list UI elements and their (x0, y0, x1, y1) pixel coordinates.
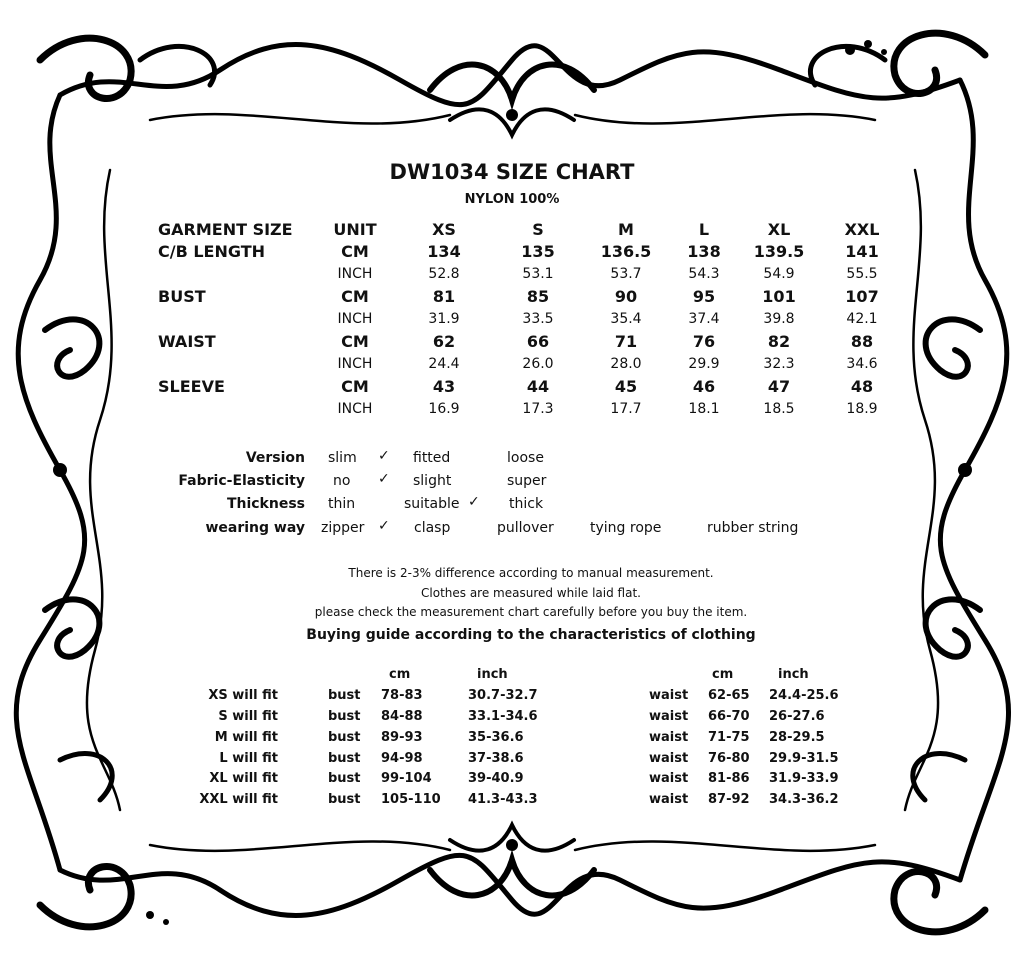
size-header-m: M (618, 220, 634, 239)
guide-waist-label: waist (649, 709, 689, 724)
check-mark-icon: ✓ (378, 448, 390, 464)
guide-waist-label: waist (649, 771, 689, 786)
wearing-way-label: wearing way (205, 520, 305, 536)
check-mark-icon: ✓ (378, 518, 390, 534)
guide-col-inch: inch (477, 667, 508, 682)
note-line: There is 2-3% difference according to manual measurement. (348, 566, 714, 580)
guide-waist-label: waist (649, 751, 689, 766)
guide-waist-cm: 87-92 (708, 792, 750, 807)
guide-fit-label: XXL will fit (199, 792, 278, 807)
guide-col-inch: inch (778, 667, 809, 682)
buying-guide-title: Buying guide according to the characteristics of clothing (306, 627, 756, 643)
unit-cm: CM (341, 242, 369, 261)
guide-col-cm: cm (712, 667, 734, 682)
note-line: Clothes are measured while laid flat. (421, 586, 641, 600)
cm-value: 76 (692, 332, 716, 351)
guide-waist-cm: 66-70 (708, 709, 750, 724)
unit-header: UNIT (333, 220, 377, 239)
unit-cm: CM (341, 332, 369, 351)
inch-value: 28.0 (610, 356, 642, 372)
guide-fit-label: XS will fit (208, 688, 278, 703)
guide-bust-cm: 105-110 (381, 792, 441, 807)
guide-waist-inch: 31.9-33.9 (769, 771, 839, 786)
cm-value: 101 (762, 287, 796, 306)
unit-cm: CM (341, 287, 369, 306)
thickness-option-suitable: suitable (404, 496, 460, 512)
inch-value: 42.1 (846, 311, 878, 327)
elasticity-option-slight: slight (413, 473, 452, 489)
cm-value: 135 (521, 242, 555, 261)
cm-value: 107 (845, 287, 879, 306)
guide-bust-inch: 33.1-34.6 (468, 709, 538, 724)
cm-value: 46 (692, 377, 716, 396)
guide-waist-inch: 34.3-36.2 (769, 792, 839, 807)
inch-value: 55.5 (846, 266, 878, 282)
guide-waist-inch: 24.4-25.6 (769, 688, 839, 703)
inch-value: 17.3 (522, 401, 554, 417)
size-header-xl: XL (767, 220, 791, 239)
cm-value: 66 (526, 332, 550, 351)
cm-value: 43 (432, 377, 456, 396)
guide-waist-inch: 28-29.5 (769, 730, 825, 745)
guide-waist-label: waist (649, 688, 689, 703)
guide-bust-cm: 94-98 (381, 751, 423, 766)
cm-value: 47 (767, 377, 791, 396)
guide-bust-inch: 39-40.9 (468, 771, 524, 786)
wearing-option-tying-rope: tying rope (590, 520, 662, 536)
cm-value: 95 (692, 287, 716, 306)
cm-value: 44 (526, 377, 550, 396)
size-header-s: S (532, 220, 544, 239)
check-mark-icon: ✓ (378, 471, 390, 487)
guide-bust-inch: 41.3-43.3 (468, 792, 538, 807)
cm-value: 48 (850, 377, 874, 396)
version-option-fitted: fitted (413, 450, 451, 466)
cm-value: 138 (687, 242, 721, 261)
garment-size-header: GARMENT SIZE (158, 220, 293, 239)
inch-value: 29.9 (688, 356, 720, 372)
material-label: NYLON 100% (464, 192, 560, 207)
guide-bust-label: bust (328, 709, 361, 724)
page-title: DW1034 SIZE CHART (389, 160, 635, 184)
guide-fit-label: XL will fit (209, 771, 278, 786)
version-option-slim: slim (328, 450, 357, 466)
guide-bust-inch: 37-38.6 (468, 751, 524, 766)
guide-bust-inch: 30.7-32.7 (468, 688, 538, 703)
cm-value: 81 (432, 287, 456, 306)
elasticity-option-no: no (333, 473, 351, 489)
size-header-l: L (698, 220, 710, 239)
inch-value: 54.9 (763, 266, 795, 282)
inch-value: 18.1 (688, 401, 720, 417)
inch-value: 35.4 (610, 311, 642, 327)
unit-cm: CM (341, 377, 369, 396)
inch-value: 16.9 (428, 401, 460, 417)
guide-bust-inch: 35-36.6 (468, 730, 524, 745)
guide-waist-label: waist (649, 792, 689, 807)
guide-waist-inch: 29.9-31.5 (769, 751, 839, 766)
guide-col-cm: cm (389, 667, 411, 682)
measure-name: C/B LENGTH (158, 242, 266, 261)
inch-value: 52.8 (428, 266, 460, 282)
guide-bust-cm: 84-88 (381, 709, 423, 724)
inch-value: 18.9 (846, 401, 878, 417)
inch-value: 31.9 (428, 311, 460, 327)
guide-fit-label: S will fit (218, 709, 278, 724)
measure-name: SLEEVE (158, 377, 225, 396)
cm-value: 141 (845, 242, 879, 261)
unit-inch: INCH (337, 311, 373, 327)
cm-value: 139.5 (753, 242, 805, 261)
wearing-option-rubber-string: rubber string (707, 520, 799, 536)
unit-inch: INCH (337, 356, 373, 372)
guide-waist-cm: 62-65 (708, 688, 750, 703)
cm-value: 88 (850, 332, 874, 351)
cm-value: 45 (614, 377, 638, 396)
cm-value: 136.5 (600, 242, 652, 261)
wearing-option-pullover: pullover (497, 520, 554, 536)
cm-value: 62 (432, 332, 456, 351)
inch-value: 53.7 (610, 266, 642, 282)
cm-value: 82 (767, 332, 791, 351)
inch-value: 39.8 (763, 311, 795, 327)
inch-value: 32.3 (763, 356, 795, 372)
measure-name: WAIST (158, 332, 216, 351)
cm-value: 71 (614, 332, 638, 351)
guide-fit-label: M will fit (214, 730, 278, 745)
guide-bust-cm: 99-104 (381, 771, 432, 786)
measure-name: BUST (158, 287, 206, 306)
inch-value: 34.6 (846, 356, 878, 372)
thickness-label: Thickness (226, 496, 305, 512)
elasticity-label: Fabric-Elasticity (178, 473, 305, 489)
inch-value: 26.0 (522, 356, 554, 372)
guide-waist-inch: 26-27.6 (769, 709, 825, 724)
thickness-option-thin: thin (328, 496, 356, 512)
inch-value: 17.7 (610, 401, 642, 417)
guide-bust-label: bust (328, 688, 361, 703)
inch-value: 18.5 (763, 401, 795, 417)
unit-inch: INCH (337, 401, 373, 417)
cm-value: 134 (427, 242, 461, 261)
size-header-xs: XS (432, 220, 456, 239)
inch-value: 33.5 (522, 311, 554, 327)
guide-waist-cm: 81-86 (708, 771, 750, 786)
wearing-option-clasp: clasp (414, 520, 451, 536)
guide-fit-label: L will fit (219, 751, 278, 766)
size-header-xxl: XXL (844, 220, 880, 239)
check-mark-icon: ✓ (468, 494, 480, 510)
guide-waist-cm: 71-75 (708, 730, 750, 745)
guide-waist-label: waist (649, 730, 689, 745)
inch-value: 24.4 (428, 356, 460, 372)
guide-bust-label: bust (328, 730, 361, 745)
guide-bust-label: bust (328, 792, 361, 807)
guide-waist-cm: 76-80 (708, 751, 750, 766)
cm-value: 85 (526, 287, 550, 306)
note-line: please check the measurement chart carefully before you buy the item. (314, 605, 748, 619)
guide-bust-cm: 78-83 (381, 688, 423, 703)
guide-bust-label: bust (328, 751, 361, 766)
cm-value: 90 (614, 287, 638, 306)
inch-value: 54.3 (688, 266, 720, 282)
version-option-loose: loose (507, 450, 544, 466)
unit-inch: INCH (337, 266, 373, 282)
elasticity-option-super: super (507, 473, 547, 489)
guide-bust-cm: 89-93 (381, 730, 423, 745)
version-label: Version (245, 450, 305, 466)
inch-value: 37.4 (688, 311, 720, 327)
thickness-option-thick: thick (509, 496, 544, 512)
inch-value: 53.1 (522, 266, 554, 282)
wearing-option-zipper: zipper (321, 520, 365, 536)
guide-bust-label: bust (328, 771, 361, 786)
